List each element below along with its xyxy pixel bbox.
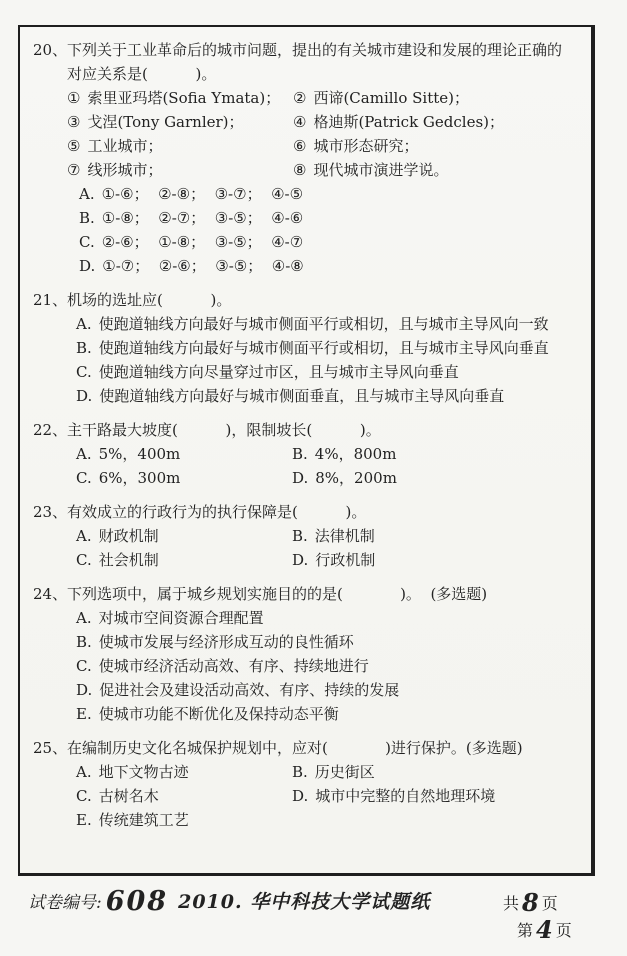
option-c <box>76 548 292 572</box>
option-text: 6%，300m <box>98 469 181 487</box>
list-item <box>293 134 585 158</box>
option-d <box>292 784 585 808</box>
option-c <box>76 360 585 384</box>
question-number: 21、 <box>33 291 68 309</box>
list-item <box>67 110 293 134</box>
option-d <box>79 254 585 278</box>
option-text: 对城市空间资源合理配置 <box>98 609 264 627</box>
option-text: 8%，200m <box>315 469 397 487</box>
question-23-stem <box>33 500 585 524</box>
question-stem-text: 下列选项中，属于城乡规划实施目的的是( )。 (多选题) <box>67 585 488 603</box>
item-label: ③ <box>67 113 81 131</box>
option-label: D. <box>79 257 96 275</box>
question-stem-text: 主干路最大坡度( )，限制坡长( )。 <box>67 421 381 439</box>
question-21-options <box>76 312 585 408</box>
option-d <box>292 466 585 490</box>
option-b <box>292 442 585 466</box>
option-c <box>79 230 585 254</box>
option-label: B. <box>292 527 308 545</box>
option-d <box>76 384 585 408</box>
option-label: C. <box>76 363 92 381</box>
option-label: C. <box>76 787 92 805</box>
question-25-options-row1 <box>76 760 585 808</box>
question-25-options-row2 <box>76 808 585 832</box>
option-text: 历史街区 <box>314 763 375 781</box>
option-label: C. <box>76 657 92 675</box>
option-a <box>76 760 292 784</box>
option-label: B. <box>292 445 308 463</box>
item-text: 线形城市； <box>87 161 163 179</box>
option-c <box>76 784 292 808</box>
footer-exam-info <box>28 884 430 915</box>
option-text: ①-⑧； ②-⑦； ③-⑤； ④-⑥ <box>101 209 304 227</box>
current-page <box>517 913 572 942</box>
total-pages-number: 8 <box>522 888 539 917</box>
list-item <box>67 134 293 158</box>
item-text: 现代城市演进学说。 <box>313 161 449 179</box>
total-pages-suffix: 页 <box>541 894 558 913</box>
option-text: 使城市经济活动高效、有序、持续地进行 <box>98 657 369 675</box>
question-number: 23、 <box>33 503 68 521</box>
option-text: ①-⑥； ②-⑧； ③-⑦； ④-⑤ <box>101 185 304 203</box>
option-label: D. <box>76 681 93 699</box>
option-text: 古树名木 <box>98 787 159 805</box>
question-20-options <box>79 182 585 278</box>
question-22-stem <box>33 418 585 442</box>
option-label: A. <box>76 609 92 627</box>
option-text: ②-⑥； ①-⑧； ③-⑤； ④-⑦ <box>101 233 304 251</box>
question-stem-text: 有效成立的行政行为的执行保障是( )。 <box>67 503 367 521</box>
option-label: A. <box>76 445 92 463</box>
option-text: 行政机制 <box>315 551 376 569</box>
question-stem-text: 在编制历史文化名城保护规划中，应对( )进行保护。(多选题) <box>67 739 523 757</box>
option-text: 使跑道轴线方向最好与城市侧面平行或相切，且与城市主导风向垂直 <box>98 339 549 357</box>
option-b <box>76 630 585 654</box>
current-page-number: 4 <box>536 915 553 944</box>
option-label: D. <box>292 551 309 569</box>
option-text: 法律机制 <box>314 527 375 545</box>
question-number: 25、 <box>33 739 68 757</box>
item-text: 索里亚玛塔(Sofia Ymata)； <box>87 89 281 107</box>
option-a <box>79 182 585 206</box>
option-label: E. <box>76 705 92 723</box>
question-21-stem <box>33 288 585 312</box>
option-label: A. <box>76 315 92 333</box>
question-number: 24、 <box>33 585 68 603</box>
exam-paper-frame <box>18 25 595 876</box>
question-number: 20、 <box>33 41 68 59</box>
question-23 <box>33 500 585 572</box>
question-stem-text: 下列关于工业革命后的城市问题，提出的有关城市建设和发展的理论正确的 <box>67 41 563 59</box>
option-text: 5%，400m <box>98 445 181 463</box>
option-label: D. <box>292 787 309 805</box>
option-a <box>76 312 585 336</box>
item-label: ⑧ <box>293 161 307 179</box>
question-20-stem <box>33 38 585 62</box>
question-stem-text: 机场的选址应( )。 <box>67 291 232 309</box>
option-e <box>76 808 585 832</box>
question-21 <box>33 288 585 408</box>
list-item <box>293 86 585 110</box>
option-e <box>76 702 585 726</box>
exam-id-label: 试卷编号: <box>28 893 102 913</box>
option-c <box>76 654 585 678</box>
option-label: B. <box>76 339 92 357</box>
list-item <box>67 158 293 182</box>
option-d <box>76 678 585 702</box>
option-text: 城市中完整的自然地理环境 <box>315 787 496 805</box>
paper-title: 2010. 华中科技大学试题纸 <box>178 891 431 913</box>
question-20-stem-cont: 对应关系是( )。 <box>67 65 217 83</box>
option-label: E. <box>76 811 92 829</box>
option-text: 财政机制 <box>98 527 159 545</box>
option-label: A. <box>79 185 95 203</box>
question-20 <box>33 38 585 278</box>
question-24-options <box>76 606 585 726</box>
option-d <box>292 548 585 572</box>
exam-id-handwritten: 608 <box>105 886 169 917</box>
option-b <box>292 524 585 548</box>
option-a <box>76 606 585 630</box>
option-b <box>292 760 585 784</box>
item-label: ⑥ <box>293 137 307 155</box>
option-label: D. <box>292 469 309 487</box>
current-page-prefix: 第 <box>517 921 534 940</box>
option-text: 使跑道轴线方向最好与城市侧面垂直，且与城市主导风向垂直 <box>99 387 505 405</box>
item-text: 城市形态研究； <box>313 137 419 155</box>
option-a <box>76 524 292 548</box>
list-item <box>293 110 585 134</box>
question-24 <box>33 582 585 726</box>
option-b <box>79 206 585 230</box>
item-text: 工业城市； <box>87 137 163 155</box>
item-label: ⑦ <box>67 161 81 179</box>
option-text: 地下文物古迹 <box>98 763 189 781</box>
option-label: B. <box>292 763 308 781</box>
item-text: 西谛(Camillo Sitte)； <box>313 89 469 107</box>
list-item <box>293 158 585 182</box>
list-item <box>67 86 293 110</box>
option-label: D. <box>76 387 93 405</box>
option-label: A. <box>76 527 92 545</box>
question-22 <box>33 418 585 490</box>
question-number: 22、 <box>33 421 68 439</box>
question-20-items <box>67 86 585 182</box>
option-text: 使跑道轴线方向最好与城市侧面平行或相切，且与城市主导风向一致 <box>98 315 549 333</box>
option-text: 使城市发展与经济形成互动的良性循环 <box>98 633 354 651</box>
question-25 <box>33 736 585 832</box>
option-label: B. <box>76 633 92 651</box>
question-23-options <box>76 524 585 572</box>
question-24-stem <box>33 582 585 606</box>
total-pages-prefix: 共 <box>503 894 520 913</box>
item-text: 戈涅(Tony Garnler)； <box>87 113 244 131</box>
question-22-options <box>76 442 585 490</box>
item-label: ⑤ <box>67 137 81 155</box>
current-page-suffix: 页 <box>555 921 572 940</box>
option-text: 传统建筑工艺 <box>98 811 189 829</box>
item-label: ④ <box>293 113 307 131</box>
option-text: 社会机制 <box>98 551 159 569</box>
question-25-stem <box>33 736 585 760</box>
option-label: B. <box>79 209 95 227</box>
option-text: 促进社会及建设活动高效、有序、持续的发展 <box>99 681 400 699</box>
item-text: 格迪斯(Patrick Gedcles)； <box>313 113 505 131</box>
item-label: ① <box>67 89 81 107</box>
option-text: ①-⑦； ②-⑥； ③-⑤； ④-⑧ <box>102 257 304 275</box>
option-label: C. <box>76 551 92 569</box>
option-text: 4%，800m <box>314 445 397 463</box>
option-text: 使城市功能不断优化及保持动态平衡 <box>98 705 339 723</box>
option-text: 使跑道轴线方向尽量穿过市区，且与城市主导风向垂直 <box>98 363 459 381</box>
option-label: C. <box>79 233 95 251</box>
option-b <box>76 336 585 360</box>
option-c <box>76 466 292 490</box>
total-pages <box>503 886 558 915</box>
option-label: A. <box>76 763 92 781</box>
option-label: C. <box>76 469 92 487</box>
item-label: ② <box>293 89 307 107</box>
option-a <box>76 442 292 466</box>
